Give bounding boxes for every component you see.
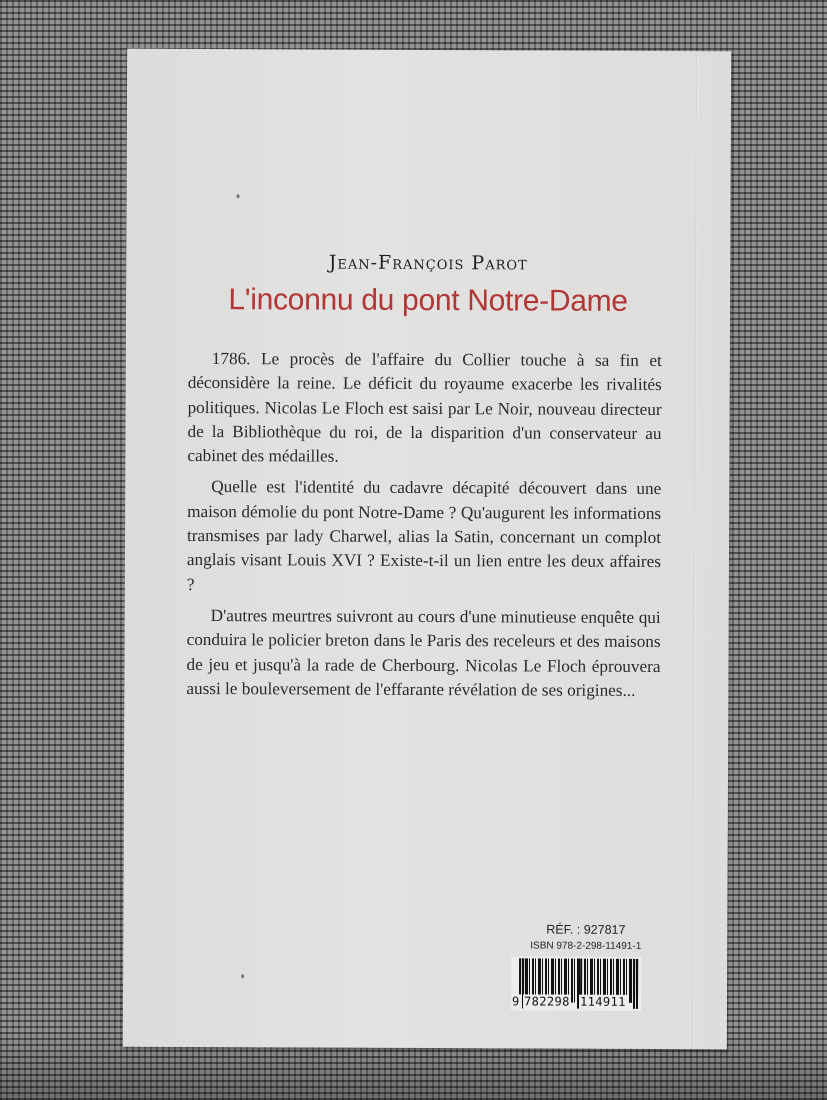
speck-mark <box>241 974 244 978</box>
blurb-paragraph: D'autres meurtres suivront au cours d'une minutieuse enquête qui conduira le policier breton dans le Paris des receleurs et des maisons de jeu et jusqu'à la rade de Cherbourg. Nicolas Le Floch éprouvera aussi le bouleversement de l'effarante révélation de ses origines... <box>186 606 661 700</box>
book-title: L'inconnu du pont Notre-Dame <box>228 283 628 318</box>
blurb-text <box>186 347 662 710</box>
reference-number: RÉF. : 927817 <box>546 922 626 937</box>
barcode <box>511 956 641 1011</box>
barcode-left-group: 782298 <box>523 994 570 1009</box>
barcode-right-group: 114911 <box>579 994 626 1009</box>
book-back-cover <box>123 49 731 1050</box>
speck-mark <box>237 194 240 198</box>
blurb-paragraph: 1786. Le procès de l'affaire du Collier touche à sa fin et déconsidère la reine. Le déficit du royaume exacerbe les rivalités politiques. Nicolas Le Floch est saisi par Le Noir, nouveau directeur de la Bibliothèque du roi, de la disparition d'un conservateur au cabinet des médailles. <box>187 349 662 466</box>
author-name: Jean-François Parot <box>328 251 528 275</box>
spine-fold <box>692 51 698 1049</box>
barcode-digits <box>511 994 641 1011</box>
isbn-label: ISBN 978-2-298-11491-1 <box>530 940 642 952</box>
blurb-paragraph: Quelle est l'identité du cadavre décapité découvert dans une maison démolie du pont Notre-Dame ? Qu'augurent les informations transmises par lady Charwel, alias la Satin, concernant un complot anglais visant Louis XVI ? Existe-t-il un lien entre les deux affaires ? <box>186 477 662 594</box>
barcode-first-digit: 9 <box>511 994 520 1009</box>
